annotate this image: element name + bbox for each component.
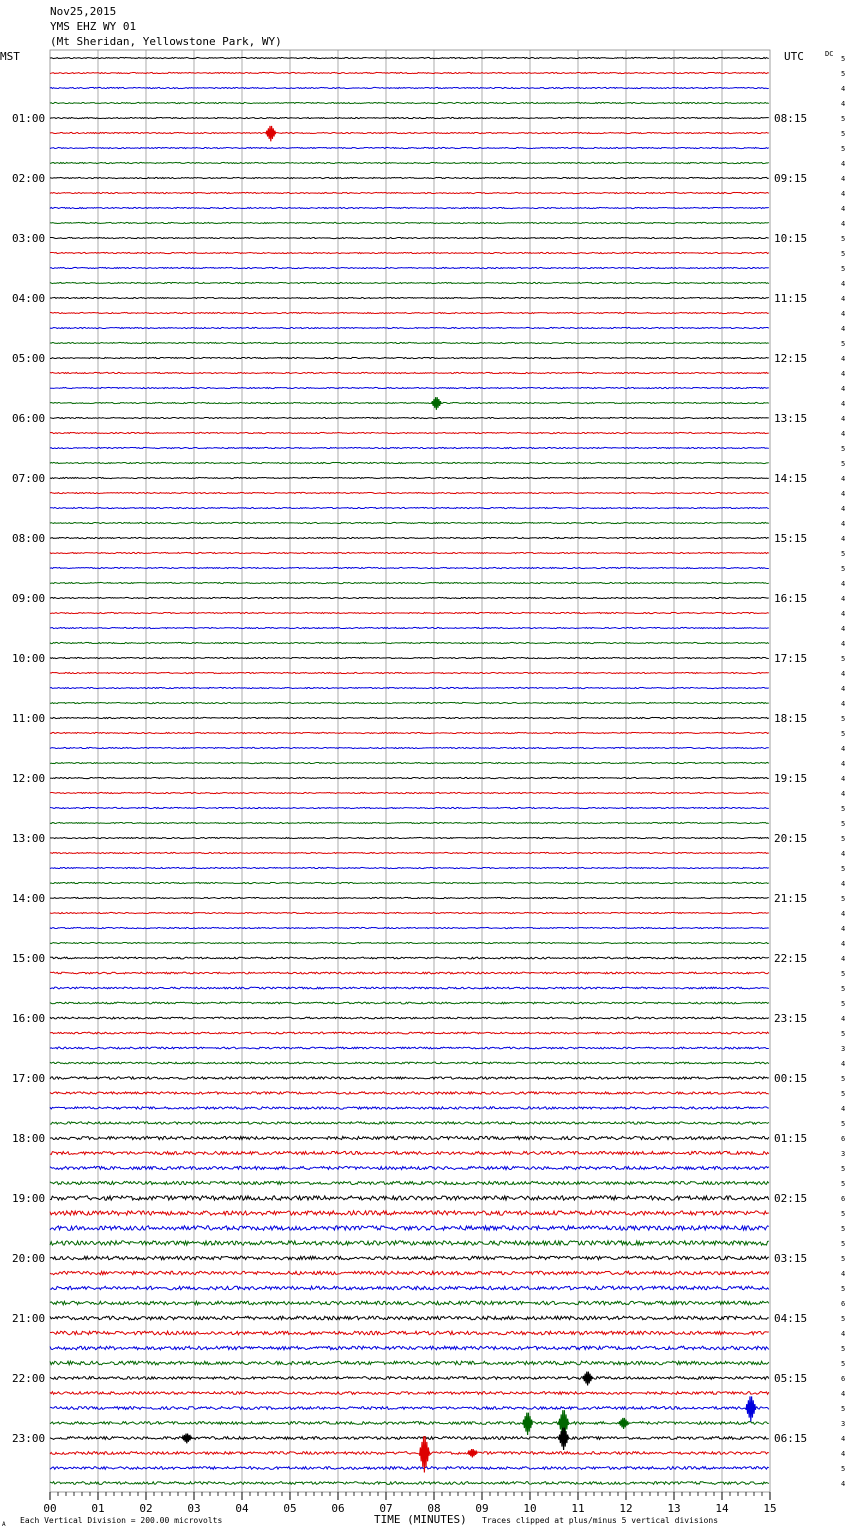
dc-offset-label: 5	[841, 340, 846, 348]
dc-offset-label: 5	[841, 1000, 846, 1008]
dc-offset-label: 4	[841, 370, 846, 378]
dc-offset-label: 4	[841, 925, 846, 933]
right-hour-label: 12:15	[774, 352, 808, 365]
trace-line	[50, 882, 769, 883]
event-spike	[420, 1436, 430, 1472]
trace-line	[50, 282, 769, 283]
right-hour-label: 22:15	[774, 952, 808, 965]
trace-line	[50, 357, 769, 358]
xaxis-tick-label: 04	[235, 1502, 249, 1515]
trace-line	[50, 1077, 769, 1079]
dc-offset-label: 4	[841, 535, 846, 543]
trace-line	[50, 1226, 769, 1230]
dc-offset-label: 5	[841, 730, 846, 738]
trace-line	[50, 537, 769, 538]
dc-offset-label: 5	[841, 865, 846, 873]
left-hour-label: 18:00	[12, 1132, 46, 1145]
dc-offset-label: 5	[841, 1180, 846, 1188]
dc-offset-label: 4	[841, 205, 846, 213]
clip-note: Traces clipped at plus/minus 5 vertical divisions	[482, 1516, 719, 1525]
dc-offset-label: 5	[841, 235, 846, 243]
trace-line	[50, 822, 769, 823]
dc-offset-label: 4	[841, 580, 846, 588]
dc-offset-label: 5	[841, 1075, 846, 1083]
left-hour-label: 08:00	[12, 532, 46, 545]
trace-line	[50, 702, 769, 703]
trace-line	[50, 417, 769, 418]
trace-line	[50, 387, 769, 388]
trace-line	[50, 552, 769, 553]
right-hour-label: 02:15	[774, 1192, 808, 1205]
left-hour-label: 12:00	[12, 772, 46, 785]
dc-offset-label: 6	[841, 1195, 846, 1203]
trace-line	[50, 792, 769, 793]
dc-offset-label: 4	[841, 85, 846, 93]
trace-line	[50, 57, 769, 58]
left-hour-label: 05:00	[12, 352, 46, 365]
trace-line	[50, 1437, 769, 1440]
trace-line	[50, 1092, 769, 1094]
trace-line	[50, 222, 769, 223]
dc-offset-label: 5	[841, 1030, 846, 1038]
dc-offset-label: 4	[841, 940, 846, 948]
left-hour-label: 07:00	[12, 472, 46, 485]
event-spike	[523, 1413, 533, 1435]
dc-offset-label: 5	[841, 1240, 846, 1248]
left-hour-label: 16:00	[12, 1012, 46, 1025]
dc-column-label: DC	[825, 50, 834, 58]
trace-line	[50, 942, 769, 943]
xaxis-tick-label: 14	[715, 1502, 729, 1515]
dc-offset-label: 5	[841, 115, 846, 123]
trace-line	[50, 1181, 769, 1184]
trace-line	[50, 1271, 769, 1275]
xaxis-tick-label: 03	[187, 1502, 201, 1515]
xaxis-tick-label: 11	[571, 1502, 585, 1515]
dc-offset-label: 4	[841, 325, 846, 333]
right-hour-label: 01:15	[774, 1132, 808, 1145]
dc-offset-label: 5	[841, 1120, 846, 1128]
dc-offset-label: 4	[841, 745, 846, 753]
trace-line	[50, 1316, 769, 1320]
left-hour-label: 03:00	[12, 232, 46, 245]
trace-line	[50, 612, 769, 613]
trace-line	[50, 267, 769, 268]
trace-line	[50, 507, 769, 508]
dc-offset-label: 5	[841, 1165, 846, 1173]
left-hour-label: 04:00	[12, 292, 46, 305]
event-spike	[619, 1418, 629, 1429]
trace-line	[50, 252, 769, 253]
trace-line	[50, 1241, 769, 1245]
right-hour-label: 06:15	[774, 1432, 808, 1445]
trace-line	[50, 852, 769, 853]
dc-offset-label: 4	[841, 775, 846, 783]
event-spike	[468, 1449, 478, 1457]
trace-line	[50, 1256, 769, 1260]
trace-line	[50, 1196, 769, 1200]
left-hour-label: 22:00	[12, 1372, 46, 1385]
dc-offset-label: 5	[841, 1255, 846, 1263]
trace-line	[50, 102, 769, 103]
dc-offset-label: 5	[841, 1345, 846, 1353]
right-hour-label: 03:15	[774, 1252, 808, 1265]
trace-line	[50, 462, 769, 463]
dc-offset-label: 5	[841, 1285, 846, 1293]
trace-line	[50, 1002, 769, 1004]
dc-offset-label: 4	[841, 790, 846, 798]
right-hour-label: 16:15	[774, 592, 808, 605]
trace-line	[50, 837, 769, 838]
dc-offset-label: 4	[841, 1330, 846, 1338]
trace-line	[50, 1032, 769, 1034]
trace-line	[50, 327, 769, 328]
trace-line	[50, 1482, 769, 1485]
left-hour-label: 10:00	[12, 652, 46, 665]
trace-line	[50, 1286, 769, 1290]
left-hour-label: 11:00	[12, 712, 46, 725]
right-timezone-label: UTC	[784, 50, 804, 63]
dc-offset-label: 4	[841, 430, 846, 438]
dc-offset-label: 5	[841, 1315, 846, 1323]
trace-line	[50, 567, 769, 568]
dc-offset-label: 4	[841, 625, 846, 633]
trace-line	[50, 1211, 769, 1215]
left-hour-label: 21:00	[12, 1312, 46, 1325]
chart-date: Nov25,2015	[50, 5, 117, 18]
corner-mark: A	[2, 1521, 6, 1528]
dc-offset-label: 4	[841, 100, 846, 108]
right-hour-label: 09:15	[774, 172, 808, 185]
dc-offset-label: 5	[841, 1360, 846, 1368]
event-spike	[266, 126, 276, 141]
dc-offset-label: 5	[841, 715, 846, 723]
trace-line	[50, 162, 769, 163]
xaxis-tick-label: 01	[91, 1502, 105, 1515]
right-hour-label: 11:15	[774, 292, 808, 305]
trace-line	[50, 957, 769, 959]
trace-line	[50, 1047, 769, 1049]
trace-line	[50, 1017, 769, 1019]
left-hour-label: 09:00	[12, 592, 46, 605]
trace-line	[50, 87, 769, 88]
dc-offset-label: 4	[841, 910, 846, 918]
trace-line	[50, 207, 769, 208]
event-spike	[746, 1396, 756, 1421]
trace-line	[50, 1422, 769, 1425]
dc-offset-label: 3	[841, 1045, 846, 1053]
xaxis-tick-label: 02	[139, 1502, 153, 1515]
dc-offset-label: 4	[841, 520, 846, 528]
trace-line	[50, 912, 769, 913]
trace-line	[50, 777, 769, 778]
dc-offset-label: 4	[841, 670, 846, 678]
trace-line	[50, 447, 769, 448]
dc-offset-label: 4	[841, 955, 846, 963]
right-hour-label: 19:15	[774, 772, 808, 785]
dc-offset-label: 4	[841, 475, 846, 483]
xaxis-tick-label: 08	[427, 1502, 441, 1515]
left-hour-label: 15:00	[12, 952, 46, 965]
right-hour-label: 20:15	[774, 832, 808, 845]
trace-line	[50, 492, 769, 493]
left-timezone-label: MST	[0, 50, 20, 63]
right-hour-label: 10:15	[774, 232, 808, 245]
trace-line	[50, 312, 769, 313]
dc-offset-label: 5	[841, 1210, 846, 1218]
scale-note: Each Vertical Division = 200.00 microvolts	[20, 1516, 223, 1525]
left-hour-label: 02:00	[12, 172, 46, 185]
trace-line	[50, 687, 769, 688]
dc-offset-label: 4	[841, 1015, 846, 1023]
dc-offset-label: 6	[841, 1135, 846, 1143]
dc-offset-label: 4	[841, 1450, 846, 1458]
dc-offset-label: 4	[841, 685, 846, 693]
right-hour-label: 17:15	[774, 652, 808, 665]
left-hour-label: 17:00	[12, 1072, 46, 1085]
trace-line	[50, 717, 769, 718]
trace-line	[50, 1467, 769, 1470]
right-hour-label: 05:15	[774, 1372, 808, 1385]
right-hour-label: 00:15	[774, 1072, 808, 1085]
trace-line	[50, 1136, 769, 1139]
trace-line	[50, 1301, 769, 1305]
xaxis-tick-label: 13	[667, 1502, 681, 1515]
trace-line	[50, 1392, 769, 1395]
right-hour-label: 13:15	[774, 412, 808, 425]
trace-line	[50, 672, 769, 673]
trace-line	[50, 1361, 769, 1365]
dc-offset-label: 4	[841, 1060, 846, 1068]
xaxis-tick-label: 00	[43, 1502, 57, 1515]
xaxis-tick-label: 05	[283, 1502, 297, 1515]
trace-line	[50, 762, 769, 763]
dc-offset-label: 5	[841, 250, 846, 258]
trace-line	[50, 477, 769, 478]
dc-offset-label: 4	[841, 355, 846, 363]
trace-line	[50, 657, 769, 658]
dc-offset-label: 6	[841, 1300, 846, 1308]
trace-line	[50, 1346, 769, 1350]
dc-offset-label: 4	[841, 220, 846, 228]
xaxis-tick-label: 06	[331, 1502, 345, 1515]
dc-offset-label: 5	[841, 895, 846, 903]
trace-line	[50, 192, 769, 193]
dc-offset-label: 4	[841, 760, 846, 768]
right-hour-label: 23:15	[774, 1012, 808, 1025]
dc-offset-label: 4	[841, 385, 846, 393]
dc-offset-label: 4	[841, 160, 846, 168]
trace-line	[50, 732, 769, 733]
trace-line	[50, 642, 769, 643]
trace-line	[50, 1377, 769, 1380]
dc-offset-label: 4	[841, 1390, 846, 1398]
dc-offset-label: 5	[841, 970, 846, 978]
trace-line	[50, 72, 769, 73]
dc-offset-label: 5	[841, 655, 846, 663]
trace-line	[50, 897, 769, 898]
dc-offset-label: 4	[841, 280, 846, 288]
dc-offset-label: 5	[841, 820, 846, 828]
dc-offset-label: 4	[841, 610, 846, 618]
dc-offset-label: 5	[841, 550, 846, 558]
left-hour-label: 06:00	[12, 412, 46, 425]
right-hour-label: 08:15	[774, 112, 808, 125]
dc-offset-label: 5	[841, 1225, 846, 1233]
chart-station: YMS EHZ WY 01	[50, 20, 137, 33]
trace-line	[50, 927, 769, 928]
trace-line	[50, 132, 769, 133]
right-hour-label: 21:15	[774, 892, 808, 905]
left-hour-label: 01:00	[12, 112, 46, 125]
event-spike	[583, 1372, 593, 1386]
left-hour-label: 19:00	[12, 1192, 46, 1205]
right-hour-label: 04:15	[774, 1312, 808, 1325]
trace-line	[50, 807, 769, 808]
dc-offset-label: 5	[841, 1090, 846, 1098]
dc-offset-label: 4	[841, 295, 846, 303]
dc-offset-label: 4	[841, 700, 846, 708]
dc-offset-label: 3	[841, 1420, 846, 1428]
trace-line	[50, 972, 769, 974]
dc-offset-label: 5	[841, 1465, 846, 1473]
dc-offset-label: 5	[841, 1405, 846, 1413]
dc-offset-label: 4	[841, 310, 846, 318]
right-hour-label: 15:15	[774, 532, 808, 545]
dc-offset-label: 5	[841, 265, 846, 273]
trace-line	[50, 1331, 769, 1335]
left-hour-label: 23:00	[12, 1432, 46, 1445]
left-hour-label: 20:00	[12, 1252, 46, 1265]
dc-offset-label: 4	[841, 175, 846, 183]
trace-line	[50, 867, 769, 868]
xaxis-tick-label: 09	[475, 1502, 489, 1515]
dc-offset-label: 4	[841, 415, 846, 423]
dc-offset-label: 5	[841, 985, 846, 993]
dc-offset-label: 5	[841, 565, 846, 573]
dc-offset-label: 4	[841, 1435, 846, 1443]
dc-offset-label: 5	[841, 445, 846, 453]
dc-offset-label: 5	[841, 55, 846, 63]
left-hour-label: 14:00	[12, 892, 46, 905]
xaxis-tick-label: 10	[523, 1502, 537, 1515]
trace-line	[50, 597, 769, 598]
trace-line	[50, 1407, 769, 1410]
dc-offset-label: 4	[841, 1105, 846, 1113]
chart-location: (Mt Sheridan, Yellowstone Park, WY)	[50, 35, 282, 48]
trace-line	[50, 147, 769, 148]
dc-offset-label: 5	[841, 805, 846, 813]
plot-frame	[50, 50, 770, 1492]
trace-line	[50, 627, 769, 628]
trace-line	[50, 1062, 769, 1064]
trace-line	[50, 987, 769, 989]
dc-offset-label: 4	[841, 190, 846, 198]
event-spike	[182, 1434, 192, 1444]
trace-line	[50, 237, 769, 238]
trace-line	[50, 117, 769, 118]
dc-offset-label: 5	[841, 460, 846, 468]
trace-line	[50, 297, 769, 298]
trace-line	[50, 1166, 769, 1169]
trace-line	[50, 402, 769, 403]
dc-offset-label: 4	[841, 595, 846, 603]
xaxis-tick-label: 07	[379, 1502, 393, 1515]
dc-offset-label: 4	[841, 850, 846, 858]
trace-line	[50, 747, 769, 748]
right-hour-label: 14:15	[774, 472, 808, 485]
trace-line	[50, 372, 769, 373]
dc-offset-label: 4	[841, 1480, 846, 1488]
trace-line	[50, 177, 769, 178]
trace-line	[50, 582, 769, 583]
dc-offset-label: 4	[841, 400, 846, 408]
dc-offset-label: 5	[841, 70, 846, 78]
dc-offset-label: 3	[841, 1150, 846, 1158]
left-hour-label: 13:00	[12, 832, 46, 845]
trace-line	[50, 522, 769, 523]
xaxis-title: TIME (MINUTES)	[374, 1513, 467, 1526]
dc-offset-label: 4	[841, 1270, 846, 1278]
dc-offset-label: 6	[841, 1375, 846, 1383]
dc-offset-label: 5	[841, 145, 846, 153]
dc-offset-label: 4	[841, 490, 846, 498]
trace-line	[50, 1452, 769, 1455]
trace-line	[50, 1151, 769, 1154]
trace-line	[50, 342, 769, 343]
right-hour-label: 18:15	[774, 712, 808, 725]
event-spike	[432, 397, 442, 410]
xaxis-tick-label: 12	[619, 1502, 633, 1515]
dc-offset-label: 5	[841, 835, 846, 843]
dc-offset-label: 5	[841, 130, 846, 138]
trace-line	[50, 432, 769, 433]
dc-offset-label: 4	[841, 640, 846, 648]
trace-line	[50, 1122, 769, 1124]
dc-offset-label: 4	[841, 505, 846, 513]
trace-line	[50, 1107, 769, 1109]
xaxis-tick-label: 15	[763, 1502, 777, 1515]
dc-offset-label: 4	[841, 880, 846, 888]
